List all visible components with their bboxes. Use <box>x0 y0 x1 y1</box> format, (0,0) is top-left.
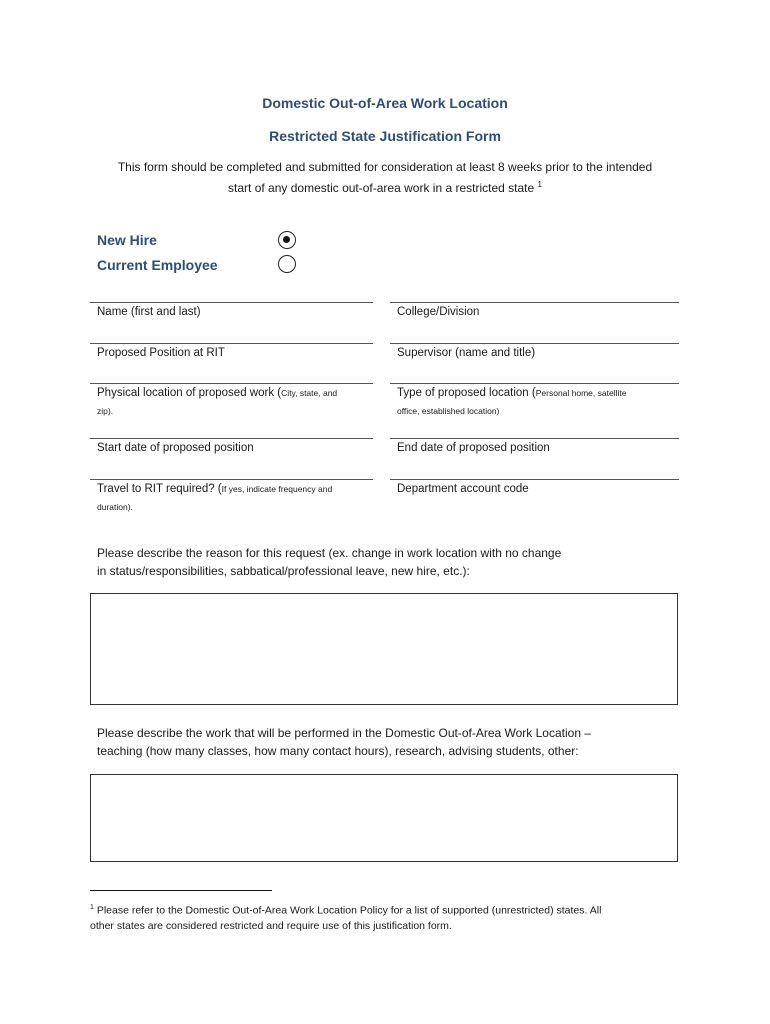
position-label: Proposed Position at RIT <box>97 347 225 359</box>
physical-location-label: Physical location of proposed work (City, state, and <box>97 387 338 399</box>
supervisor-label: Supervisor (name and title) <box>397 347 536 359</box>
footnote-divider <box>90 890 272 891</box>
footnote <box>90 900 690 934</box>
travel-input-line[interactable] <box>90 479 373 480</box>
name-label: Name (first and last) <box>97 306 201 318</box>
reason-prompt-line-2: in status/responsibilities, sabbatical/professional leave, new hire, etc.): <box>97 564 470 578</box>
current-employee-radio[interactable] <box>278 255 296 273</box>
reason-prompt-line-1: Please describe the reason for this request (ex. change in work location with no change <box>97 546 562 560</box>
footnote-line-2: other states are considered restricted and require use of this justification form. <box>90 919 452 932</box>
location-type-label: Type of proposed location (Personal home, satellite <box>397 387 627 399</box>
position-input-line[interactable] <box>90 343 373 344</box>
location-type-hint-2: office, established location) <box>397 406 500 416</box>
footnote-line-1: $^1$ Please refer to the Domestic Out-of-Area Work Location Policy for a list of supported (unrestricted) states. All <box>90 904 602 917</box>
new-hire-radio[interactable] <box>278 231 296 249</box>
start-date-label: Start date of proposed position <box>97 442 254 454</box>
intro-line-1: This form should be completed and submitted for consideration at least 8 weeks prior to the intended <box>117 160 653 174</box>
reason-prompt <box>97 544 561 580</box>
account-code-input-line[interactable] <box>390 479 679 480</box>
physical-location-hint: City, state, and <box>281 388 338 398</box>
college-label: College/Division <box>397 306 480 318</box>
current-employee-label: Current Employee <box>97 257 218 273</box>
physical-location-hint-2: zip). <box>97 406 114 416</box>
form-title: Domestic Out-of-Area Work Location <box>262 95 508 111</box>
location-type-input-line[interactable] <box>390 383 679 384</box>
form-subtitle: Restricted State Justification Form <box>269 128 501 144</box>
end-date-label: End date of proposed position <box>397 442 550 454</box>
account-code-label: Department account code <box>397 483 529 495</box>
start-date-input-line[interactable] <box>90 438 373 439</box>
physical-location-input-line[interactable] <box>90 383 373 384</box>
end-date-input-line[interactable] <box>390 438 679 439</box>
work-textbox[interactable] <box>90 774 678 862</box>
location-type-hint: Personal home, satellite <box>535 388 627 398</box>
name-input-line[interactable] <box>90 302 373 303</box>
college-input-line[interactable] <box>390 302 679 303</box>
intro-text <box>60 158 710 197</box>
supervisor-input-line[interactable] <box>390 343 679 344</box>
work-prompt-line-2: teaching (how many classes, how many contact hours), research, advising students, other: <box>97 744 579 758</box>
reason-textbox[interactable] <box>90 593 678 705</box>
footnote-marker: 1 <box>90 904 94 911</box>
travel-hint-2: duration). <box>97 502 133 512</box>
work-prompt <box>97 724 591 760</box>
work-prompt-line-1: Please describe the work that will be performed in the Domestic Out-of-Area Work Location – <box>97 726 592 740</box>
new-hire-label: New Hire <box>97 232 157 248</box>
travel-hint: If yes, indicate frequency and <box>221 484 333 494</box>
intro-footnote-marker: 1 <box>537 180 542 189</box>
travel-label: Travel to RIT required? (If yes, indicate frequency and <box>97 483 333 495</box>
intro-line-2: start of any domestic out-of-area work in a restricted state $^1$ <box>228 180 542 195</box>
